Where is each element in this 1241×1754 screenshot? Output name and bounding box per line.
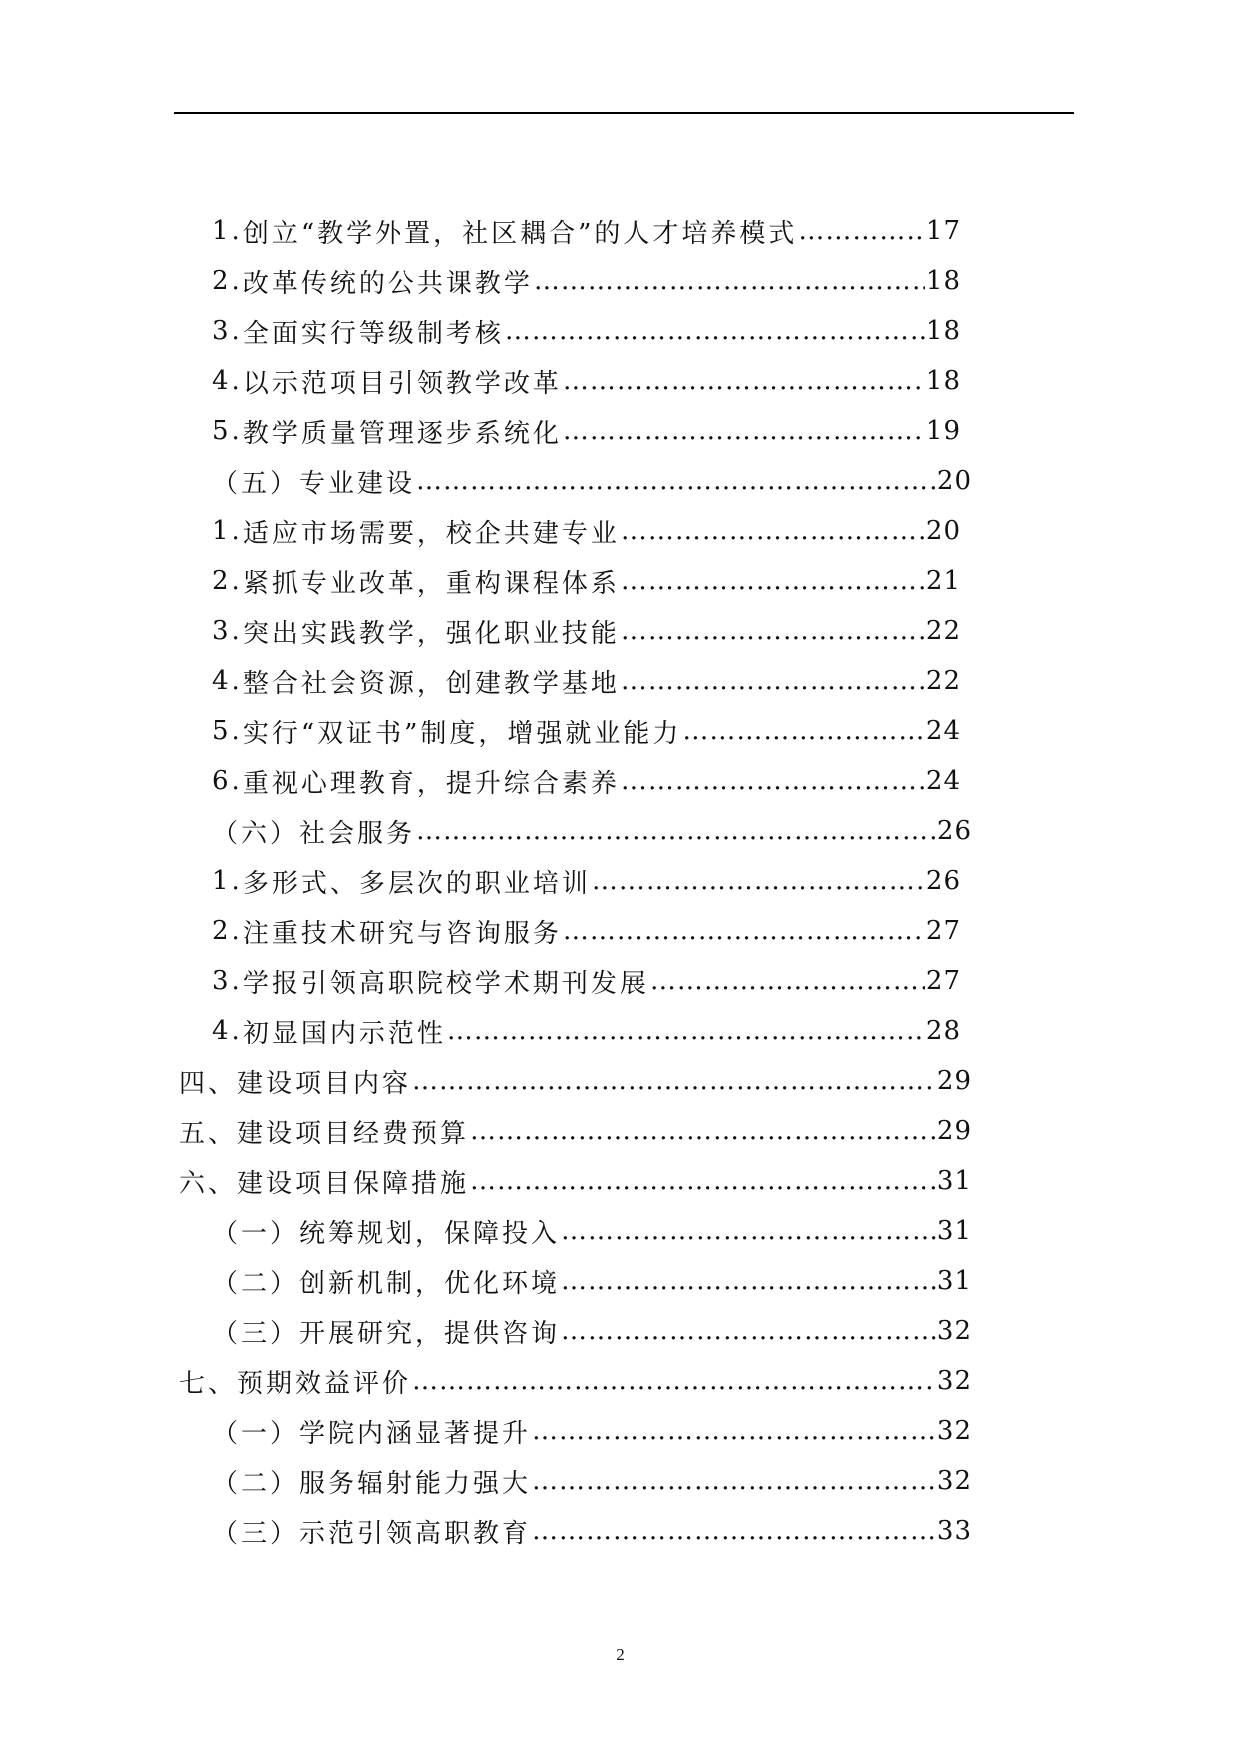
toc-entry-number: 五、 xyxy=(179,1118,238,1149)
dot-leader xyxy=(532,1516,936,1546)
toc-entry[interactable] xyxy=(212,511,961,551)
toc-entry-page: 18 xyxy=(925,366,961,396)
toc-entry-title: 服务辐射能力强大 xyxy=(299,1468,532,1499)
dot-leader xyxy=(532,1416,936,1446)
toc-entry-number: （五） xyxy=(212,468,300,499)
toc-entry-page: 24 xyxy=(925,766,961,796)
toc-entry-page: 31 xyxy=(936,1216,972,1246)
dot-leader xyxy=(621,516,925,546)
toc-entry-number: 七、 xyxy=(179,1368,238,1399)
toc-entry-page: 29 xyxy=(936,1116,972,1146)
toc-entry-title: 学院内涵显著提升 xyxy=(299,1418,532,1449)
toc-entry[interactable] xyxy=(212,1311,972,1351)
dot-leader xyxy=(561,1216,936,1246)
toc-entry-number: 1. xyxy=(212,516,243,546)
toc-entry-number: 5. xyxy=(212,416,243,446)
toc-entry-number: 4. xyxy=(212,366,243,396)
toc-entry-number: 6. xyxy=(212,766,243,796)
toc-entry[interactable] xyxy=(212,711,961,751)
toc-entry-number: 3. xyxy=(212,316,243,346)
toc-entry[interactable] xyxy=(212,361,961,401)
toc-entry-number: 2. xyxy=(212,916,243,946)
toc-entry-number: 1. xyxy=(212,216,243,246)
toc-entry-number: （二） xyxy=(212,1268,300,1299)
dot-leader xyxy=(621,566,925,596)
dot-leader xyxy=(416,816,936,846)
toc-entry-number: （三） xyxy=(212,1318,300,1349)
toc-entry-title: 整合社会资源，创建教学基地 xyxy=(242,668,620,699)
dot-leader xyxy=(561,1316,936,1346)
toc-entry-page: 29 xyxy=(936,1066,972,1096)
toc-entry-title: 预期效益评价 xyxy=(237,1368,412,1399)
toc-entry-page: 28 xyxy=(925,1016,961,1046)
page-number: 2 xyxy=(616,1645,625,1664)
toc-entry-title: 专业建设 xyxy=(299,468,416,499)
toc-entry-title: 实行“双证书”制度，增强就业能力 xyxy=(242,718,682,749)
dot-leader xyxy=(563,416,925,446)
toc-entry-number: 六、 xyxy=(179,1168,238,1199)
toc-entry-page: 20 xyxy=(936,466,972,496)
dot-leader xyxy=(447,1016,925,1046)
toc-entry-page: 31 xyxy=(936,1166,972,1196)
dot-leader xyxy=(621,766,925,796)
dot-leader xyxy=(534,266,925,296)
toc-entry-title: 建设项目保障措施 xyxy=(237,1168,470,1199)
toc-entry-page: 27 xyxy=(925,916,961,946)
toc-entry-title: 初显国内示范性 xyxy=(242,1018,446,1049)
dot-leader xyxy=(621,616,925,646)
toc-entry-number: 2. xyxy=(212,566,243,596)
dot-leader xyxy=(650,966,925,996)
toc-entry-title: 建设项目经费预算 xyxy=(237,1118,470,1149)
toc-entry-title: 示范引领高职教育 xyxy=(299,1518,532,1549)
dot-leader xyxy=(470,1116,936,1146)
toc-entry[interactable] xyxy=(212,1011,961,1051)
toc-entry-page: 24 xyxy=(925,716,961,746)
toc-entry-title: 全面实行等级制考核 xyxy=(242,318,504,349)
dot-leader xyxy=(532,1466,936,1496)
toc-entry-title: 以示范项目引领教学改革 xyxy=(242,368,562,399)
toc-entry[interactable] xyxy=(212,311,961,351)
toc-entry-title: 开展研究，提供咨询 xyxy=(299,1318,561,1349)
dot-leader xyxy=(592,866,925,896)
dot-leader xyxy=(563,916,925,946)
toc-entry-title: 重视心理教育，提升综合素养 xyxy=(242,768,620,799)
toc-entry-number: 1. xyxy=(212,866,243,896)
toc-entry-title: 建设项目内容 xyxy=(237,1068,412,1099)
dot-leader xyxy=(563,366,925,396)
toc-entry-title: 创立“教学外置，社区耦合”的人才培养模式 xyxy=(242,218,798,249)
toc-entry-page: 32 xyxy=(936,1416,972,1446)
toc-entry[interactable] xyxy=(179,1061,972,1101)
toc-entry-title: 改革传统的公共课教学 xyxy=(242,268,533,299)
toc-entry-number: 4. xyxy=(212,666,243,696)
toc-entry[interactable] xyxy=(212,1461,972,1501)
toc-entry-page: 32 xyxy=(936,1466,972,1496)
toc-entry-title: 学报引领高职院校学术期刊发展 xyxy=(242,968,649,999)
toc-entry[interactable] xyxy=(212,611,961,651)
toc-entry[interactable] xyxy=(212,961,961,1001)
toc-entry[interactable] xyxy=(212,561,961,601)
toc-entry-page: 26 xyxy=(936,816,972,846)
toc-entry[interactable] xyxy=(212,861,961,901)
toc-entry[interactable] xyxy=(212,1411,972,1451)
toc-entry-number: 3. xyxy=(212,966,243,996)
toc-entry-number: （一） xyxy=(212,1418,300,1449)
toc-entry-number: 5. xyxy=(212,716,243,746)
toc-entry[interactable] xyxy=(212,1511,972,1551)
toc-entry[interactable] xyxy=(212,911,961,951)
toc-entry-title: 突出实践教学，强化职业技能 xyxy=(242,618,620,649)
toc-entry-page: 19 xyxy=(925,416,961,446)
dot-leader xyxy=(416,466,936,496)
dot-leader xyxy=(561,1266,936,1296)
toc-entry-title: 教学质量管理逐步系统化 xyxy=(242,418,562,449)
toc-entry-title: 注重技术研究与咨询服务 xyxy=(242,918,562,949)
toc-entry[interactable] xyxy=(212,211,961,251)
toc-entry-number: 2. xyxy=(212,266,243,296)
toc-entry-page: 32 xyxy=(936,1366,972,1396)
toc-entry-title: 统筹规划，保障投入 xyxy=(299,1218,561,1249)
toc-entry-page: 17 xyxy=(925,216,961,246)
dot-leader xyxy=(798,216,925,246)
toc-entry-page: 27 xyxy=(925,966,961,996)
toc-entry[interactable] xyxy=(212,461,972,501)
toc-entry-page: 33 xyxy=(936,1516,972,1546)
toc-entry-title: 紧抓专业改革，重构课程体系 xyxy=(242,568,620,599)
toc-entry[interactable] xyxy=(179,1361,972,1401)
toc-entry[interactable] xyxy=(179,1111,972,1151)
toc-entry-number: （六） xyxy=(212,818,300,849)
toc-entry-page: 26 xyxy=(925,866,961,896)
toc-entry-number: （一） xyxy=(212,1218,300,1249)
toc-entry-number: （三） xyxy=(212,1518,300,1549)
toc-entry-title: 创新机制，优化环境 xyxy=(299,1268,561,1299)
toc-entry[interactable] xyxy=(212,1211,972,1251)
toc-entry-page: 22 xyxy=(925,666,961,696)
toc-entry[interactable] xyxy=(212,1261,972,1301)
dot-leader xyxy=(621,666,925,696)
toc-entry-page: 32 xyxy=(936,1316,972,1346)
toc-entry-title: 社会服务 xyxy=(299,818,416,849)
toc-entry-page: 18 xyxy=(925,316,961,346)
toc-entry-title: 适应市场需要，校企共建专业 xyxy=(242,518,620,549)
toc-entry[interactable] xyxy=(179,1161,972,1201)
toc-entry[interactable] xyxy=(212,811,972,851)
toc-entry-title: 多形式、多层次的职业培训 xyxy=(242,868,591,899)
toc-entry-number: 四、 xyxy=(179,1068,238,1099)
toc-entry[interactable] xyxy=(212,761,961,801)
toc-entry-page: 21 xyxy=(925,566,961,596)
toc-entry-page: 20 xyxy=(925,516,961,546)
dot-leader xyxy=(682,716,925,746)
dot-leader xyxy=(412,1066,936,1096)
toc-entry[interactable] xyxy=(212,661,961,701)
toc-entry[interactable] xyxy=(212,411,961,451)
toc-entry-page: 22 xyxy=(925,616,961,646)
toc-entry-number: （二） xyxy=(212,1468,300,1499)
toc-entry[interactable] xyxy=(212,261,961,301)
toc-entry-page: 31 xyxy=(936,1266,972,1296)
toc-entry-number: 3. xyxy=(212,616,243,646)
dot-leader xyxy=(412,1366,936,1396)
dot-leader xyxy=(470,1166,936,1196)
toc-entry-number: 4. xyxy=(212,1016,243,1046)
toc-entry-page: 18 xyxy=(925,266,961,296)
dot-leader xyxy=(505,316,925,346)
